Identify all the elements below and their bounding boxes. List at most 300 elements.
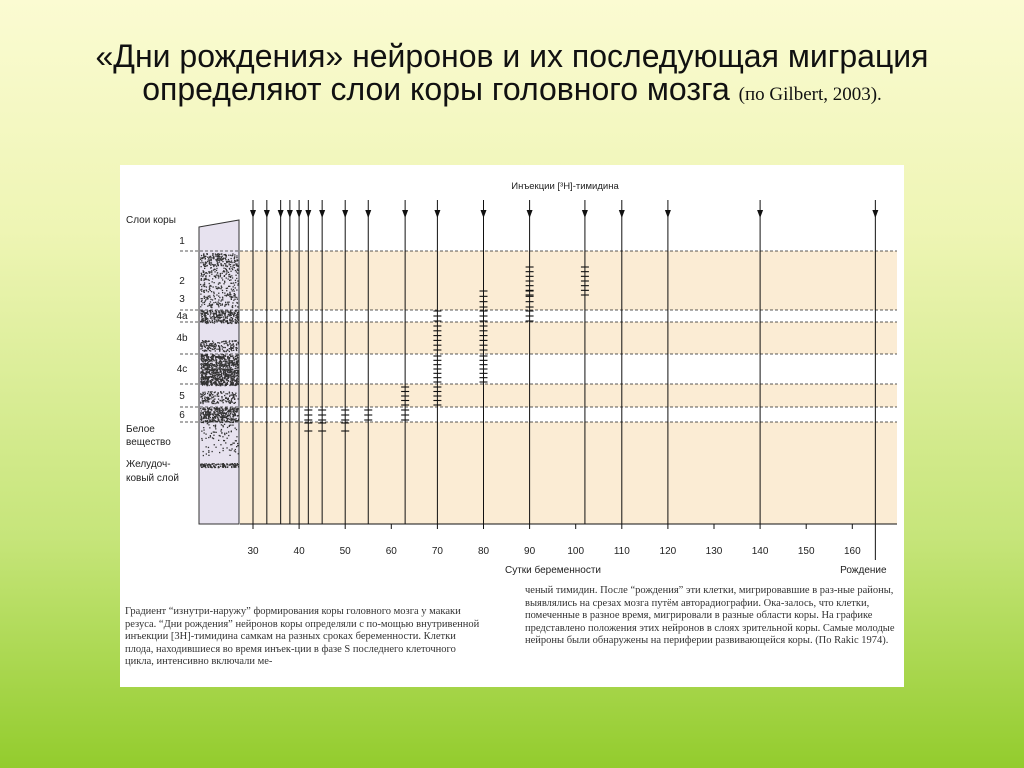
layer-label-6: 6 [179,410,185,421]
x-tick-label-70: 70 [431,546,443,557]
stain-dot [223,372,224,373]
stain-dot [212,437,213,438]
stain-dot [212,367,213,368]
stain-dot [201,286,202,287]
stain-dot [206,340,207,341]
stain-dot [215,256,216,257]
stain-dot [224,358,225,359]
stain-dot [203,429,204,430]
stain-dot [236,410,237,411]
stain-dot [201,360,202,361]
stain-dot [201,310,202,311]
slide-title-citation: (по Gilbert, 2003). [738,84,882,105]
stain-dot [226,379,227,380]
stain-dot [232,379,233,380]
stain-dot [232,443,233,444]
stain-dot [200,345,201,346]
stain-dot [208,391,209,392]
stain-dot [214,366,215,367]
stain-dot [224,395,225,396]
stain-dot [216,288,217,289]
stain-dot [232,381,233,382]
stain-dot [203,401,204,402]
stain-dot [225,259,226,260]
stain-dot [208,271,209,272]
stain-dot [238,320,239,321]
stain-dot [207,366,208,367]
stain-dot [236,344,237,345]
stain-dot [233,289,234,290]
stain-dot [229,341,230,342]
stain-dot [233,357,234,358]
layers-label: Слои коры [126,215,176,226]
stain-dot [231,317,232,318]
stain-dot [208,437,209,438]
layer-label-5: 5 [179,391,185,402]
stain-dot [228,363,229,364]
stain-dot [223,361,224,362]
stain-dot [233,282,234,283]
stain-dot [237,299,238,300]
stain-dot [207,401,208,402]
stain-dot [229,262,230,263]
stain-dot [217,401,218,402]
stain-dot [234,267,235,268]
stain-dot [204,381,205,382]
stain-dot [202,396,203,397]
stain-dot [231,275,232,276]
stain-dot [203,369,204,370]
stain-dot [229,419,230,420]
stain-dot [214,364,215,365]
stain-dot [201,410,202,411]
stain-dot [229,354,230,355]
stain-dot [217,317,218,318]
stain-dot [202,298,203,299]
stain-dot [201,367,202,368]
stain-dot [202,376,203,377]
stain-dot [209,283,210,284]
stain-dot [226,270,227,271]
stain-dot [211,433,212,434]
stain-dot [227,318,228,319]
stain-dot [227,427,228,428]
stain-dot [200,306,201,307]
stain-dot [222,466,223,467]
stain-dot [232,255,233,256]
stain-dot [210,301,211,302]
stain-dot [215,467,216,468]
stain-dot [211,464,212,465]
stain-dot [210,382,211,383]
stain-dot [226,433,227,434]
stain-dot [238,365,239,366]
stain-dot [206,343,207,344]
stain-dot [230,348,231,349]
stain-dot [220,391,221,392]
stain-dot [218,399,219,400]
stain-dot [237,269,238,270]
stain-dot [219,260,220,261]
stain-dot [219,261,220,262]
stain-dot [237,260,238,261]
stain-dot [200,279,201,280]
stain-dot [222,409,223,410]
stain-dot [225,410,226,411]
stain-dot [226,364,227,365]
stain-dot [228,286,229,287]
stain-dot [205,438,206,439]
stain-dot [217,275,218,276]
stain-dot [227,320,228,321]
x-tick-label-160: 160 [843,546,861,557]
stain-dot [200,402,201,403]
stain-dot [220,273,221,274]
stain-dot [206,312,207,313]
stain-dot [228,401,229,402]
stain-dot [204,373,205,374]
stain-dot [215,298,216,299]
stain-dot [207,423,208,424]
injection-arrow-50 [342,210,348,218]
stain-dot [222,380,223,381]
stain-dot [209,310,210,311]
stain-dot [228,402,229,403]
stain-dot [209,367,210,368]
stain-dot [235,411,236,412]
stain-dot [225,367,226,368]
stain-dot [207,360,208,361]
stain-dot [221,310,222,311]
stain-dot [232,306,233,307]
stain-dot [232,464,233,465]
stain-dot [210,392,211,393]
stain-dot [205,400,206,401]
stain-dot [206,265,207,266]
stain-dot [227,369,228,370]
white-matter-label-1: Белое [126,424,155,435]
stain-dot [235,319,236,320]
stain-dot [202,311,203,312]
stain-dot [227,365,228,366]
ventricular-label-2: ковый слой [126,473,180,484]
stain-dot [211,272,212,273]
stain-dot [232,312,233,313]
stain-dot [221,286,222,287]
stain-dot [211,260,212,261]
stain-dot [208,467,209,468]
injection-arrow-38 [287,210,293,218]
stain-dot [202,358,203,359]
injection-arrow-140 [757,210,763,218]
stain-dot [221,376,222,377]
stain-dot [216,304,217,305]
stain-dot [227,316,228,317]
stain-dot [213,295,214,296]
stain-dot [219,314,220,315]
stain-dot [210,348,211,349]
stain-dot [207,413,208,414]
stain-dot [213,313,214,314]
stain-dot [216,268,217,269]
stain-dot [201,342,202,343]
stain-dot [232,363,233,364]
stain-dot [215,313,216,314]
stain-dot [208,346,209,347]
stain-dot [232,348,233,349]
stain-dot [215,350,216,351]
stain-dot [210,466,211,467]
stain-dot [225,408,226,409]
stain-dot [202,378,203,379]
stain-dot [221,356,222,357]
stain-dot [205,359,206,360]
stain-dot [236,411,237,412]
stain-dot [218,257,219,258]
stain-dot [208,369,209,370]
stain-dot [203,272,204,273]
stain-dot [208,397,209,398]
stain-dot [205,350,206,351]
stain-dot [208,359,209,360]
stain-dot [211,372,212,373]
stain-dot [209,286,210,287]
stain-dot [216,414,217,415]
stain-dot [218,466,219,467]
stain-dot [221,315,222,316]
stain-dot [232,364,233,365]
injection-arrow-40 [296,210,302,218]
stain-dot [221,363,222,364]
stain-dot [226,380,227,381]
stain-dot [221,407,222,408]
stain-dot [230,401,231,402]
stain-dot [218,299,219,300]
stain-dot [201,273,202,274]
stain-dot [217,369,218,370]
stain-dot [218,363,219,364]
stain-dot [208,418,209,419]
stain-dot [218,381,219,382]
stain-dot [221,419,222,420]
stain-dot [230,271,231,272]
stain-dot [232,373,233,374]
stain-dot [219,435,220,436]
stain-dot [201,275,202,276]
stain-dot [229,374,230,375]
stain-dot [216,274,217,275]
stain-dot [207,261,208,262]
stain-dot [211,274,212,275]
stain-dot [209,315,210,316]
stain-dot [216,374,217,375]
injection-arrow-165 [872,210,878,218]
stain-dot [209,262,210,263]
layer-band-0 [240,251,897,310]
stain-dot [213,382,214,383]
stain-dot [208,450,209,451]
stain-dot [231,382,232,383]
stain-dot [218,415,219,416]
stain-dot [205,299,206,300]
stain-dot [230,450,231,451]
stain-dot [204,302,205,303]
stain-dot [209,256,210,257]
stain-dot [226,255,227,256]
stain-dot [232,414,233,415]
stain-dot [211,270,212,271]
stain-dot [201,417,202,418]
stain-dot [233,371,234,372]
stain-dot [203,418,204,419]
stain-dot [216,294,217,295]
stain-dot [226,417,227,418]
stain-dot [217,258,218,259]
stain-dot [201,365,202,366]
stain-dot [229,392,230,393]
stain-dot [236,395,237,396]
stain-dot [206,318,207,319]
stain-dot [212,403,213,404]
stain-dot [233,346,234,347]
stain-dot [229,385,230,386]
stain-dot [234,257,235,258]
stain-dot [229,365,230,366]
stain-dot [225,362,226,363]
stain-dot [203,363,204,364]
stain-dot [212,394,213,395]
layer-label-2: 2 [179,276,185,287]
stain-dot [216,363,217,364]
stain-dot [207,369,208,370]
stain-dot [214,420,215,421]
stain-dot [219,369,220,370]
stain-dot [208,424,209,425]
stain-dot [212,278,213,279]
stain-dot [231,361,232,362]
stain-dot [234,384,235,385]
stain-dot [221,396,222,397]
stain-dot [202,345,203,346]
stain-dot [225,320,226,321]
stain-dot [224,282,225,283]
stain-dot [216,408,217,409]
stain-dot [235,449,236,450]
stain-dot [209,288,210,289]
stain-dot [202,366,203,367]
stain-dot [231,296,232,297]
stain-dot [216,432,217,433]
stain-dot [211,397,212,398]
stain-dot [222,311,223,312]
stain-dot [231,377,232,378]
stain-dot [231,262,232,263]
stain-dot [230,381,231,382]
stain-dot [229,358,230,359]
stain-dot [236,440,237,441]
stain-dot [223,391,224,392]
stain-dot [228,278,229,279]
injection-arrow-30 [250,210,256,218]
stain-dot [228,398,229,399]
stain-dot [235,393,236,394]
injection-arrow-63 [402,210,408,218]
slide-title-main: «Дни рождения» нейронов и их последующая миграция определяют слои коры головного мозга [95,38,929,107]
stain-dot [238,310,239,311]
stain-dot [226,420,227,421]
stain-dot [231,260,232,261]
caption-right: ченый тимидин. После “рождения” эти клетки, мигрировавшие в раз-ные районы, выявлялись на срезах мозга путём авторадиографии. Ока-залось, что клетки, помеченные в разное время, мигрировали в разные области коры. На графике представлено положения этих нейронов в слоях зрительной коры. Самые молодые нейроны были обнаружены на периферии развивающейся коры. (По Rakic 1974). [525,585,895,647]
stain-dot [231,448,232,449]
stain-dot [203,264,204,265]
stain-dot [214,411,215,412]
stain-dot [232,318,233,319]
stain-dot [234,372,235,373]
stain-dot [200,408,201,409]
stain-dot [230,277,231,278]
stain-dot [221,361,222,362]
stain-dot [223,426,224,427]
stain-dot [228,413,229,414]
stain-dot [204,357,205,358]
stain-dot [224,254,225,255]
stain-dot [232,302,233,303]
stain-dot [230,413,231,414]
stain-dot [224,415,225,416]
stain-dot [230,312,231,313]
stain-dot [222,348,223,349]
stain-dot [224,311,225,312]
stain-dot [231,289,232,290]
stain-dot [217,367,218,368]
white-matter-label-2: вещество [126,437,171,448]
stain-dot [229,449,230,450]
stain-dot [203,413,204,414]
stain-dot [234,340,235,341]
stain-dot [238,266,239,267]
stain-dot [217,410,218,411]
stain-dot [225,340,226,341]
stain-dot [213,342,214,343]
stain-dot [232,341,233,342]
stain-dot [214,369,215,370]
stain-dot [208,447,209,448]
stain-dot [204,296,205,297]
stain-dot [210,409,211,410]
stain-dot [236,408,237,409]
stain-dot [206,323,207,324]
stain-dot [229,344,230,345]
layer-label-4b: 4b [176,333,188,344]
stain-dot [210,265,211,266]
stain-dot [215,464,216,465]
stain-dot [205,275,206,276]
stain-dot [236,278,237,279]
stain-dot [231,283,232,284]
stain-dot [221,287,222,288]
stain-dot [200,294,201,295]
stain-dot [231,409,232,410]
stain-dot [229,320,230,321]
stain-dot [236,350,237,351]
stain-dot [224,433,225,434]
layer-band-3 [240,354,897,384]
stain-dot [235,394,236,395]
stain-dot [203,393,204,394]
stain-dot [222,341,223,342]
injection-arrow-102 [582,210,588,218]
stain-dot [219,452,220,453]
